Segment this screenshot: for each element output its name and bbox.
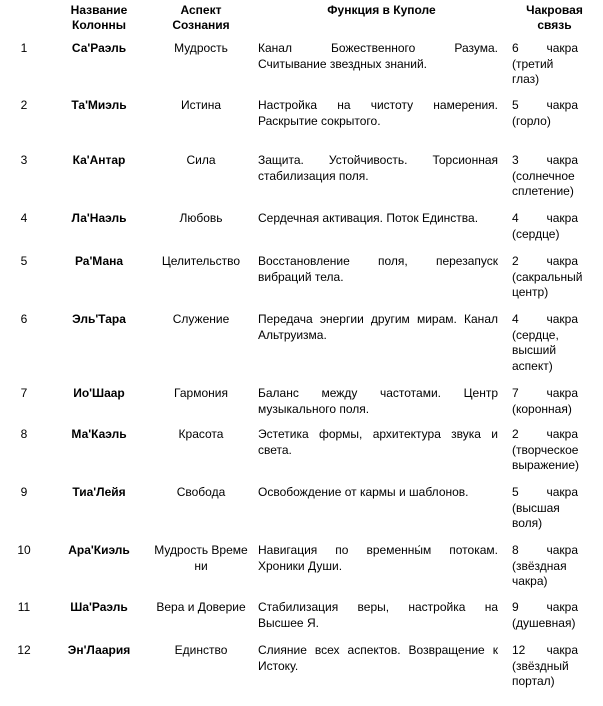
column-name: Эль'Тара [72,312,126,326]
table-body [0,41,603,698]
chakra-cell [508,254,603,312]
row-number: 6 [20,312,28,326]
function-cell: Стабилизация веры, настройка на Высшее Я. [258,600,498,630]
row-number: 1 [20,41,28,55]
table-row [0,543,603,600]
aspect-cell: Единство [174,643,228,657]
table-row [0,312,603,386]
chakra-cell [508,153,603,211]
row-number: 10 [17,543,31,557]
table-row [0,98,603,153]
table-row [0,41,603,98]
aspect-cell: Целительство [161,254,241,268]
function-cell: Настройка на чистоту намерения. Раскрытие сокрытого. [258,98,498,128]
table-row [0,427,603,485]
chakra-text: 6 чакра (третий глаз) [512,41,578,86]
chakra-cell [508,427,603,485]
aspect-cell: Истина [180,98,222,112]
columns-table [0,3,603,698]
column-name: Ша'Раэль [70,600,128,614]
function-cell: Слияние всех аспектов. Возвращение к Истоку. [258,643,498,673]
header-num [0,3,48,41]
row-number: 11 [17,600,31,614]
table-row [0,386,603,427]
column-name: Ара'Киэль [68,543,130,557]
chakra-text: 2 чакра (творческое выражение) [512,427,580,472]
aspect-cell: Сила [186,153,216,167]
chakra-text: 2 чакра (сакральный центр) [512,254,583,299]
function-cell: Восстановление поля, перезапуск вибраций тела. [258,254,498,284]
row-number: 3 [20,153,28,167]
aspect-cell: Любовь [179,211,223,225]
chakra-cell [508,211,603,254]
chakra-cell [508,41,603,98]
aspect-cell: Мудрость [174,41,228,55]
row-number: 12 [17,643,31,657]
chakra-text: 7 чакра (коронная) [512,386,578,416]
column-name: Ма'Каэль [71,427,127,441]
function-cell: Освобождение от кармы и шаблонов. [258,485,469,499]
function-cell: Сердечная активация. Поток Единства. [258,211,479,225]
column-name: Ио'Шаар [73,386,125,400]
chakra-text: 4 чакра (сердце, высший аспект) [512,312,578,373]
table-row [0,211,603,254]
aspect-cell: Красота [178,427,224,441]
table-row [0,254,603,312]
column-name: Та'Миэль [71,98,127,112]
function-cell: Канал Божественного Разума. Считывание звездных знаний. [258,41,498,71]
column-name: Ка'Антар [72,153,126,167]
aspect-cell: Свобода [176,485,226,499]
chakra-text: 9 чакра (душевная) [512,600,578,630]
function-cell: Навигация по временны́м потокам. Хроники Души. [258,543,498,573]
chakra-text: 4 чакра (сердце) [512,211,578,241]
row-number: 4 [20,211,28,225]
column-name: Эн'Лаария [67,643,131,657]
function-cell: Баланс между частотами. Центр музыкального поля. [258,386,498,416]
chakra-cell [508,485,603,543]
table-row [0,600,603,643]
table-row [0,153,603,211]
row-number: 5 [20,254,28,268]
chakra-cell [508,543,603,600]
row-number: 2 [20,98,28,112]
row-number: 8 [20,427,28,441]
column-name: Ра'Мана [74,254,124,268]
table-row [0,643,603,698]
chakra-cell [508,386,603,427]
column-name: Са'Раэль [71,41,127,55]
chakra-text: 8 чакра (звёздная чакра) [512,543,578,588]
aspect-cell: Служение [172,312,230,326]
chakra-text: 3 чакра (солнечное сплетение) [512,153,578,198]
header-chakra: Чакровая связь [526,3,583,32]
chakra-text: 12 чакра (звёздный портал) [512,643,578,688]
aspect-cell: Гармония [174,386,228,400]
aspect-cell: Вера и Доверие [156,600,246,614]
table-header-row [0,3,603,41]
chakra-text: 5 чакра (горло) [512,98,578,128]
chakra-text: 5 чакра (высшая воля) [512,485,578,530]
aspect-cell: Мудрость Времени [154,543,248,573]
table-row [0,485,603,543]
function-cell: Эстетика формы, архитектура звука и света. [258,427,498,457]
chakra-cell [508,312,603,386]
row-number: 9 [20,485,28,499]
column-name: Тиа'Лейя [72,485,126,499]
header-function: Функция в Куполе [327,3,436,17]
header-aspect: Аспект Сознания [172,3,230,32]
chakra-cell [508,98,603,153]
function-cell: Передача энергии другим мирам. Канал Альтруизма. [258,312,498,342]
column-name: Ла'Наэль [71,211,127,225]
chakra-cell [508,600,603,643]
chakra-cell [508,643,603,698]
header-name: Название Колонны [70,3,128,32]
function-cell: Защита. Устойчивость. Торсионная стабилизация поля. [258,153,498,183]
row-number: 7 [20,386,28,400]
